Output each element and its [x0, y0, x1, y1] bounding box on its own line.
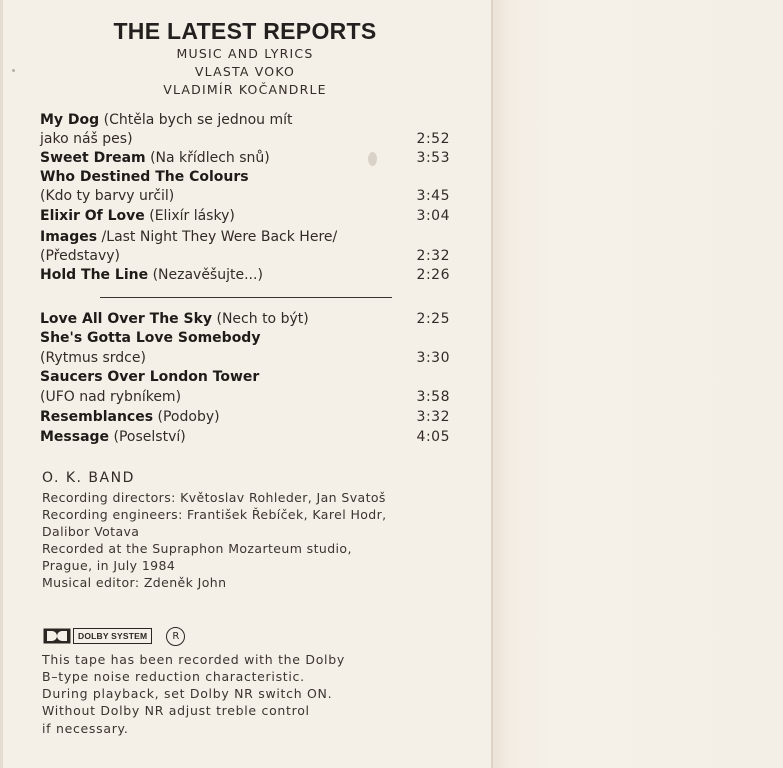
- double-d-icon: [43, 628, 71, 644]
- credit-line: VLASTA VOKO: [194, 64, 296, 79]
- credit-studio: Recorded at the Supraphon Mozarteum studio,: [42, 541, 352, 556]
- track-title: My Dog: [40, 112, 100, 128]
- track-title: Images: [40, 229, 98, 245]
- track-subtitle: (Představy): [40, 248, 121, 264]
- track-duration: 2:25: [416, 311, 450, 327]
- credit-recording-engineers: Recording engineers: František Řebíček, Karel Hodr,: [42, 507, 387, 522]
- track-title: Resemblances: [40, 409, 154, 425]
- paper-edge: [0, 0, 3, 768]
- paper-speck: [12, 69, 15, 72]
- track-row: [40, 428, 450, 447]
- credit-studio-date: Prague, in July 1984: [42, 558, 176, 573]
- track-duration: 3:53: [416, 150, 450, 166]
- credit-musical-editor: Musical editor: Zdeněk John: [42, 575, 227, 590]
- track-subtitle-line: [40, 349, 450, 368]
- credit-recording-directors: Recording directors: Květoslav Rohleder, Jan Svatoš: [42, 490, 386, 505]
- track-subtitle-line: [40, 130, 450, 149]
- credit-line: MUSIC AND LYRICS: [176, 46, 314, 61]
- track-subtitle: (Nezavěšujte...): [152, 267, 263, 283]
- track-row: [40, 310, 450, 329]
- track-subtitle: (Poselství): [113, 429, 186, 445]
- track-subtitle: (Nech to být): [216, 311, 309, 327]
- track-subtitle: jako náš pes): [40, 131, 133, 147]
- track-duration: 2:32: [416, 248, 450, 264]
- track-row: [40, 207, 450, 226]
- dolby-note-line: This tape has been recorded with the Dolby: [42, 652, 345, 667]
- track-title: She's Gotta Love Somebody: [40, 330, 261, 346]
- dolby-note-line: During playback, set Dolby NR switch ON.: [42, 686, 333, 701]
- track-subtitle: (Chtěla bych se jednou mít: [103, 112, 293, 128]
- track-duration: 3:58: [416, 389, 450, 405]
- track-title-line: [40, 368, 450, 387]
- track-title: Hold The Line: [40, 267, 149, 283]
- side-divider: [100, 297, 392, 298]
- track-subtitle: (Na křídlech snů): [150, 150, 270, 166]
- dolby-note-line: if necessary.: [42, 721, 129, 736]
- dolby-note-line: B–type noise reduction characteristic.: [42, 669, 305, 684]
- fold-line: [491, 0, 493, 768]
- track-title-line: [40, 111, 450, 130]
- track-subtitle: (UFO nad rybníkem): [40, 389, 182, 405]
- track-duration: 3:32: [416, 409, 450, 425]
- track-duration: 4:05: [416, 429, 450, 445]
- track-title: Elixir Of Love: [40, 208, 145, 224]
- track-title: Saucers Over London Tower: [40, 369, 260, 385]
- album-header: [100, 18, 390, 99]
- track-row: [40, 408, 450, 427]
- dolby-system-label: DOLBY SYSTEM: [73, 628, 152, 644]
- dolby-logo: [43, 626, 185, 646]
- track-duration: 3:30: [416, 350, 450, 366]
- track-title-line: [40, 329, 450, 348]
- track-subtitle: /Last Night They Were Back Here/: [101, 229, 338, 245]
- inlay-blank-panel: [492, 0, 783, 768]
- track-subtitle: (Elixír lásky): [149, 208, 235, 224]
- track-subtitle-line: [40, 388, 450, 407]
- track-title: Who Destined The Colours: [40, 169, 249, 185]
- registered-mark: R: [166, 627, 185, 646]
- track-duration: 3:45: [416, 188, 450, 204]
- track-title: Sweet Dream: [40, 150, 146, 166]
- track-subtitle: (Kdo ty barvy určil): [40, 188, 175, 204]
- track-subtitle-line: [40, 187, 450, 206]
- album-title: THE LATEST REPORTS: [113, 18, 377, 44]
- track-subtitle-line: [40, 247, 450, 266]
- track-duration: 2:52: [416, 131, 450, 147]
- credit-recording-engineers-cont: Dalibor Votava: [42, 524, 140, 539]
- track-row: [40, 266, 450, 285]
- track-title-line: [40, 168, 450, 187]
- band-name: O. K. BAND: [42, 470, 135, 486]
- track-subtitle: (Podoby): [157, 409, 220, 425]
- track-title: Love All Over The Sky: [40, 311, 213, 327]
- credit-line: VLADIMÍR KOČANDRLE: [163, 82, 327, 97]
- dolby-note-line: Without Dolby NR adjust treble control: [42, 703, 310, 718]
- track-title-line: [40, 228, 450, 247]
- track-duration: 2:26: [416, 267, 450, 283]
- track-row: [40, 149, 450, 168]
- track-duration: 3:04: [416, 208, 450, 224]
- track-title: Message: [40, 429, 110, 445]
- track-subtitle: (Rytmus srdce): [40, 350, 146, 366]
